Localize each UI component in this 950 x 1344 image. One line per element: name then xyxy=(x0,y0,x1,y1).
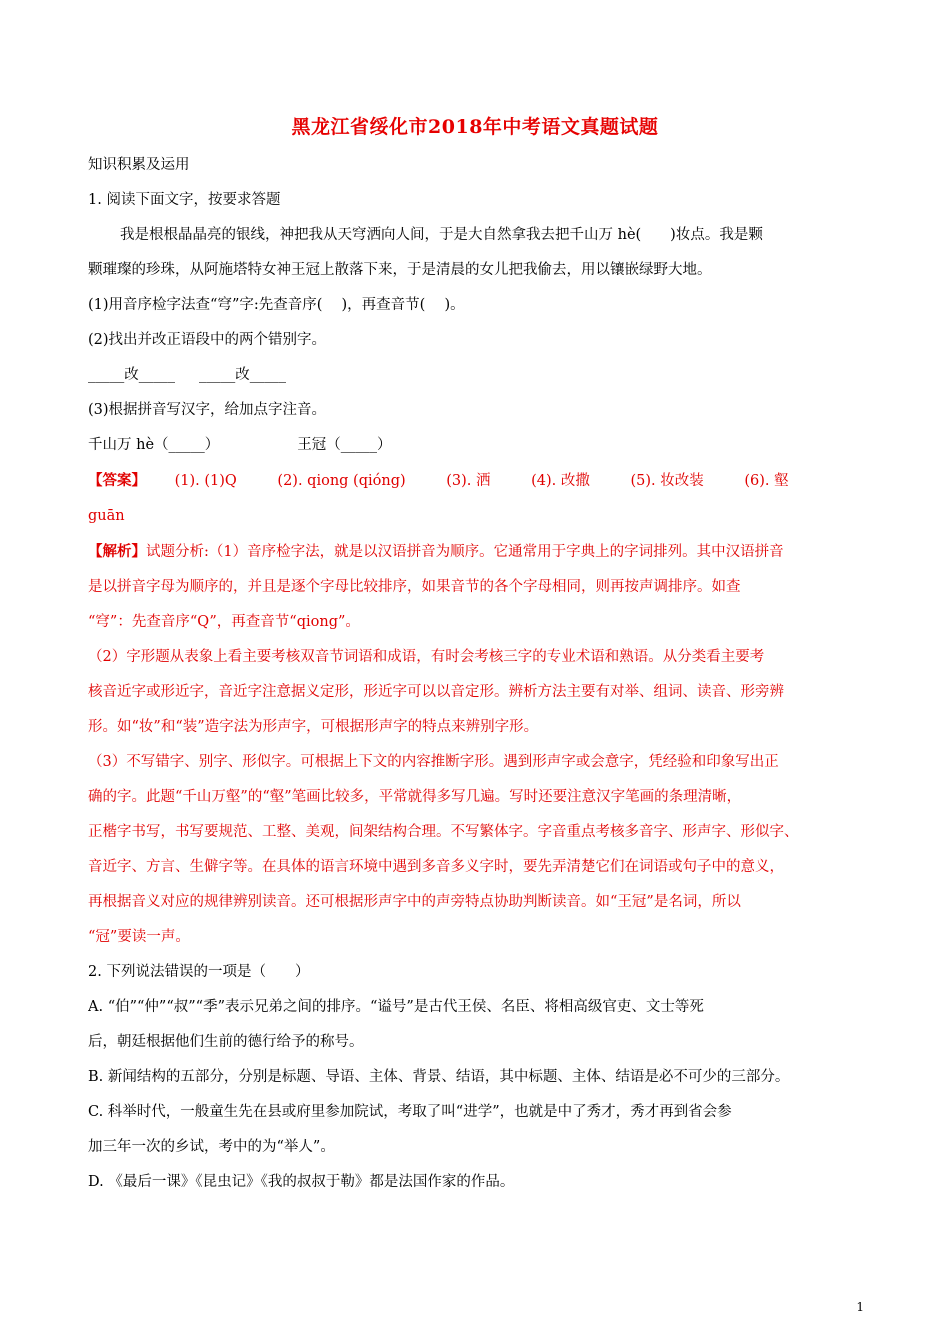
answer-item-2: (2). qiong (qióng) xyxy=(277,473,406,489)
section-heading: 知识积累及运用 xyxy=(88,157,190,173)
answer-item-1: (1). (1)Q xyxy=(174,473,237,489)
sub-question-3: (3)根据拼音写汉字，给加点字注音。 xyxy=(88,402,327,418)
sub-question-2: (2)找出并改正语段中的两个错别字。 xyxy=(88,332,327,348)
analysis-line-11: 再根据音义对应的规律辨别读音。还可根据形声字中的声旁特点协助判断读音。如“王冠”是名词，所以 xyxy=(88,894,741,910)
option-c-line-2: 加三年一次的乡试，考中的为“举人”。 xyxy=(88,1139,335,1155)
question-1-heading: 1. 阅读下面文字，按要求答题 xyxy=(88,192,281,208)
answer-tail: guān xyxy=(88,508,125,524)
option-b: B. 新闻结构的五部分，分别是标题、导语、主体、背景、结语，其中标题、主体、结语是必不可少的三部分。 xyxy=(88,1069,790,1085)
answer-item-4: (4). 改撒 xyxy=(531,473,590,489)
analysis-line-5: 核音近字或形近字，音近字注意据义定形，形近字可以以音定形。辨析方法主要有对举、组词、读音、形旁辨 xyxy=(88,684,784,700)
analysis-line-9: 正楷字书写，书写要规范、工整、美观，间架结构合理。不写繁体字。字音重点考核多音字、形声字、形似字、 xyxy=(88,824,799,840)
answer-item-3: (3). 洒 xyxy=(446,473,491,489)
answer-label: 【答案】 xyxy=(88,472,146,489)
sub-question-1: (1)用音序检字法查“穹”字:先查音序( )，再查音节( )。 xyxy=(88,297,465,313)
analysis-line-3: “穹”：先查音序“Q”，再查音节“qiong”。 xyxy=(88,614,360,630)
analysis-label: 【解析】 xyxy=(88,543,146,560)
fill-blank-b: 王冠（_____） xyxy=(297,437,392,453)
analysis-line-6: 形。如“妆”和“装”造字法为形声字，可根据形声字的特点来辨别字形。 xyxy=(88,719,539,735)
analysis-line-2: 是以拼音字母为顺序的，并且是逐个字母比较排序，如果音节的各个字母相同，则再按声调排序。如查 xyxy=(88,579,741,595)
page-number: 1 xyxy=(856,1300,864,1314)
passage-line-2: 颗璀璨的珍珠，从阿施塔特女神王冠上散落下来，于是清晨的女儿把我偷去，用以镶嵌绿野大地。 xyxy=(88,262,712,278)
option-a-line-2: 后，朝廷根据他们生前的德行给予的称号。 xyxy=(88,1034,364,1050)
page-title: 黑龙江省绥化市2018年中考语文真题试题 xyxy=(291,116,659,138)
fill-blank-a: 千山万 hè（_____） xyxy=(88,437,220,453)
correction-blank-a: _____改_____ xyxy=(88,367,175,383)
correction-blank-b: _____改_____ xyxy=(199,367,286,383)
passage-line-1: 我是根根晶晶亮的银线，神把我从天穹洒向人间，于是大自然拿我去把千山万 hè( )妆点。我是颗 xyxy=(120,227,763,243)
question-2-heading: 2. 下列说法错误的一项是（ ） xyxy=(88,964,310,980)
fill-blanks xyxy=(88,428,872,463)
analysis-line-10: 音近字、方言、生僻字等。在具体的语言环境中遇到多音多义字时，要先弄清楚它们在词语或句子中的意义， xyxy=(88,859,784,875)
analysis-text-1: 试题分析:（1）音序检字法，就是以汉语拼音为顺序。它通常用于字典上的字词排列。其中汉语拼音 xyxy=(146,544,784,560)
option-a-line-1: A. “伯”“仲”“叔”“季”表示兄弟之间的排序。“谥号”是古代王侯、名臣、将相高级官吏、文士等死 xyxy=(88,999,704,1015)
document-body xyxy=(88,148,872,1200)
analysis-line-1 xyxy=(88,534,872,570)
analysis-line-4: （2）字形题从表象上看主要考核双音节词语和成语，有时会考核三字的专业术语和熟语。从分类看主要考 xyxy=(88,649,765,665)
analysis-line-7: （3）不写错字、别字、形似字。可根据上下文的内容推断字形。遇到形声字或会意字，凭经验和印象写出正 xyxy=(88,754,779,770)
analysis-line-8: 确的字。此题“千山万壑”的“壑”笔画比较多，平常就得多写几遍。写时还要注意汉字笔画的条理清晰， xyxy=(88,789,742,805)
answer-item-5: (5). 妆改装 xyxy=(630,473,704,489)
option-c-line-1: C. 科举时代，一般童生先在县或府里参加院试，考取了叫“进学”，也就是中了秀才，秀才再到省会参 xyxy=(88,1104,732,1120)
correction-blanks xyxy=(88,358,872,393)
answer-item-6: (6). 壑 xyxy=(744,473,789,489)
analysis-line-12: “冠”要读一声。 xyxy=(88,929,190,945)
answer-line xyxy=(88,463,872,499)
option-d: D. 《最后一课》《昆虫记》《我的叔叔于勒》都是法国作家的作品。 xyxy=(88,1174,515,1190)
